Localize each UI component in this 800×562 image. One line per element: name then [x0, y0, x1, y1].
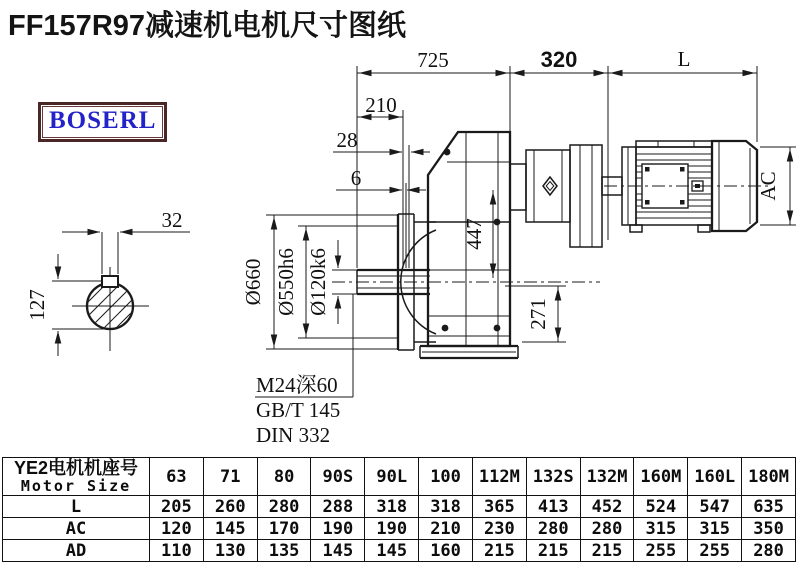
motor-size-table-body — [3, 458, 796, 562]
dimension-value: 280 — [580, 518, 634, 540]
page-title: FF157R97减速机电机尺寸图纸 — [8, 10, 407, 42]
dim-label-28: 28 — [336, 128, 358, 152]
coupling-diamond-mark — [543, 177, 557, 195]
dimension-value: 215 — [580, 540, 634, 562]
table-row — [3, 496, 796, 518]
input-step — [510, 164, 526, 210]
brand-logo-text: BOSERL — [42, 106, 163, 138]
dim-label-447: 447 — [462, 218, 486, 250]
motor-size-table — [2, 457, 796, 562]
frame-size-header: 160L — [688, 458, 742, 496]
dimension-value: 135 — [257, 540, 311, 562]
dim-label-320: 320 — [540, 47, 578, 72]
dimension-value: 280 — [526, 518, 580, 540]
header-en: Motor Size — [20, 477, 132, 495]
dim-label-bore-dia: Ø120k6 — [306, 248, 330, 316]
dimension-value: 130 — [203, 540, 257, 562]
dimension-value: 110 — [150, 540, 204, 562]
frame-size-header: 132S — [526, 458, 580, 496]
row-label: AD — [3, 540, 150, 562]
note-gb: GB/T 145 — [256, 398, 341, 422]
dimension-value: 210 — [419, 518, 473, 540]
dimension-value: 120 — [150, 518, 204, 540]
motor-drawing — [604, 141, 772, 232]
dimension-value: 413 — [526, 496, 580, 518]
frame-size-header: 112M — [472, 458, 526, 496]
frame-size-header: 90S — [311, 458, 365, 496]
dimension-value: 635 — [742, 496, 796, 518]
dim-label-L: L — [677, 47, 691, 71]
dimension-value: 255 — [688, 540, 742, 562]
dim-label-210: 210 — [365, 93, 397, 117]
dim-label-spigot-dia: Ø550h6 — [274, 248, 298, 316]
note-din: DIN 332 — [256, 423, 331, 447]
dim-210-28-6 — [333, 93, 430, 268]
dimension-value: 318 — [419, 496, 473, 518]
front-view-drawing — [25, 208, 190, 356]
table-row — [3, 540, 796, 562]
dim-label-AC: AC — [756, 171, 780, 201]
frame-size-header: 90L — [365, 458, 419, 496]
dimension-value: 280 — [257, 496, 311, 518]
frame-size-header: 180M — [742, 458, 796, 496]
dim-label-127: 127 — [25, 289, 49, 321]
dimension-value: 215 — [472, 540, 526, 562]
dim-label-725: 725 — [417, 48, 449, 72]
dimension-value: 280 — [742, 540, 796, 562]
dim-447-271 — [462, 190, 566, 342]
frame-size-header: 71 — [203, 458, 257, 496]
keyway — [102, 276, 118, 287]
dimension-value: 205 — [150, 496, 204, 518]
frame-size-header: 63 — [150, 458, 204, 496]
dimension-value: 260 — [203, 496, 257, 518]
dim-label-flange-dia: Ø660 — [241, 258, 265, 306]
dimension-value: 255 — [634, 540, 688, 562]
dimension-value: 145 — [311, 540, 365, 562]
dimension-value: 145 — [365, 540, 419, 562]
motor-flange — [570, 145, 602, 247]
frame-size-header: 132M — [580, 458, 634, 496]
frame-size-header: 160M — [634, 458, 688, 496]
dimension-value: 288 — [311, 496, 365, 518]
dim-AC — [756, 147, 796, 225]
dimension-value: 452 — [580, 496, 634, 518]
dim-top-chain — [357, 47, 757, 268]
dimension-value: 524 — [634, 496, 688, 518]
dimension-value: 215 — [526, 540, 580, 562]
table-header-row — [3, 458, 796, 496]
dimension-value: 547 — [688, 496, 742, 518]
row-label: L — [3, 496, 150, 518]
dim-label-6: 6 — [350, 166, 362, 190]
row-label: AC — [3, 518, 150, 540]
dimension-value: 315 — [634, 518, 688, 540]
frame-size-header: 80 — [257, 458, 311, 496]
dimension-value: 145 — [203, 518, 257, 540]
motor-size-header-cell — [3, 458, 150, 496]
dimension-value: 190 — [311, 518, 365, 540]
table-row — [3, 518, 796, 540]
input-adapter — [526, 150, 570, 222]
dimension-value: 160 — [419, 540, 473, 562]
dim-label-32: 32 — [161, 208, 183, 232]
header-cn: YE2电机机座号 — [13, 458, 139, 478]
dimension-value: 365 — [472, 496, 526, 518]
dimension-value: 190 — [365, 518, 419, 540]
note-tap: M24深60 — [256, 373, 338, 397]
dimension-value: 350 — [742, 518, 796, 540]
dimension-value: 315 — [688, 518, 742, 540]
dimension-value: 318 — [365, 496, 419, 518]
dimension-value: 170 — [257, 518, 311, 540]
dim-label-271: 271 — [526, 298, 550, 330]
frame-size-header: 100 — [419, 458, 473, 496]
dimension-value: 230 — [472, 518, 526, 540]
